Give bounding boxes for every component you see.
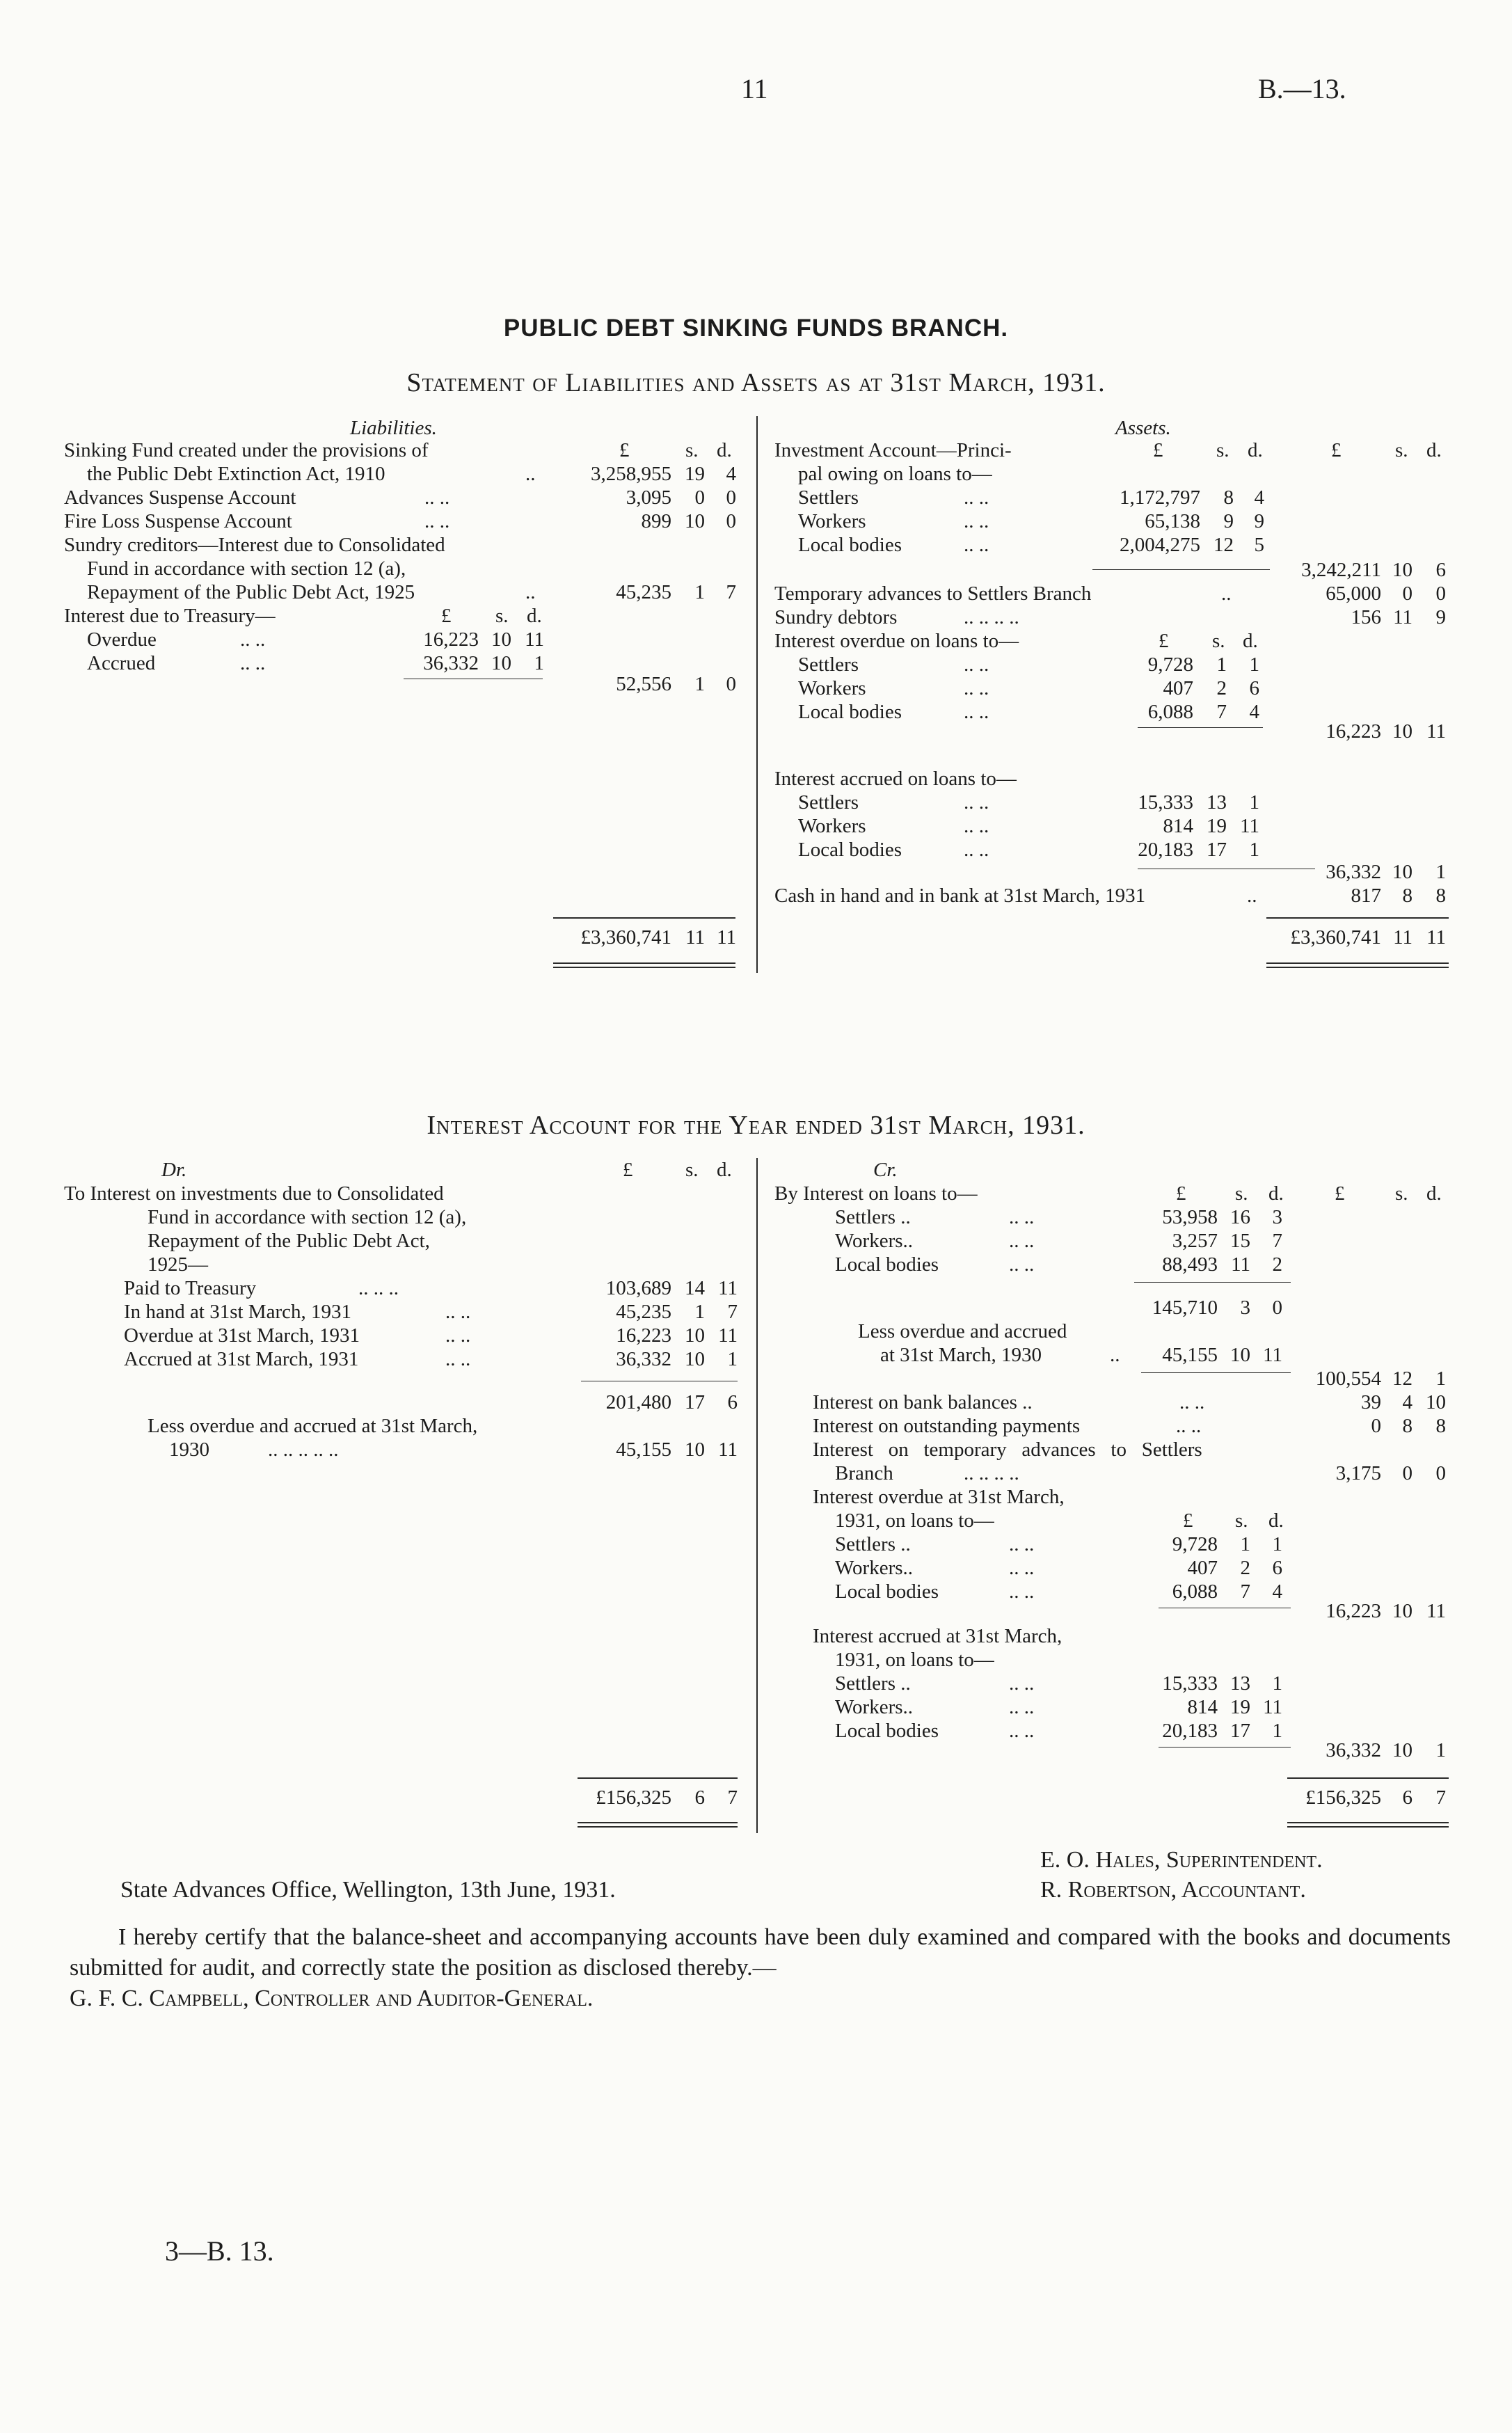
amount-pounds: 0	[1371, 1415, 1381, 1437]
amount-pounds: 3,242,211	[1301, 559, 1381, 581]
amount-pounds: 65,138	[1145, 510, 1200, 532]
amount-pence: 4	[726, 463, 736, 485]
amount-shillings: 12	[1392, 1368, 1412, 1390]
column-divider	[756, 1158, 758, 1833]
leader-dots: .. ..	[445, 1324, 471, 1347]
local-bodies-label: Local bodies	[835, 1720, 939, 1742]
amount-pence: 1	[1249, 653, 1259, 676]
leader-dots: .. ..	[1009, 1696, 1035, 1718]
sub-col-shillings: s.	[1212, 630, 1225, 652]
statement-heading: Statement of Liabilities and Assets as at 31st March, 1931.	[406, 368, 1106, 397]
amount-shillings: 15	[1230, 1230, 1250, 1252]
amount-shillings: 17	[685, 1391, 705, 1413]
amount-shillings: 7	[1216, 701, 1227, 723]
leader-dots: .. ..	[964, 653, 989, 676]
leader-dots: .. ..	[1009, 1533, 1035, 1555]
amount-pence: 9	[1435, 606, 1446, 628]
amount-pence: 8	[1435, 1415, 1446, 1437]
amount-pounds: 817	[1351, 885, 1381, 907]
auditor-signature: G. F. C. Campbell, Controller and Auditor-General.	[70, 1986, 594, 2011]
treasury-label: Interest due to Treasury—	[64, 605, 276, 627]
col2-pound: £	[1331, 439, 1342, 461]
grand-total-shillings: 11	[685, 926, 705, 949]
grand-total-shillings: 11	[1393, 926, 1412, 949]
total-rule	[553, 917, 735, 919]
office-and-date: State Advances Office, Wellington, 13th June, 1931.	[120, 1877, 616, 1903]
leader-dots: .. ..	[964, 815, 989, 837]
leader-dots: .. ..	[240, 652, 266, 674]
leader-dots: .. ..	[964, 701, 989, 723]
amount-pence: 1	[1272, 1672, 1282, 1695]
workers-label: Workers..	[835, 1696, 914, 1718]
total-shillings: 6	[1402, 1786, 1412, 1809]
amount-pence: 6	[1435, 559, 1446, 581]
grand-total-pounds: £3,360,741	[580, 926, 671, 949]
amount-pence: 4	[1254, 486, 1264, 509]
amount-pence: 11	[718, 1439, 738, 1461]
col-pence: d.	[717, 1159, 732, 1181]
amount-pence: 7	[1272, 1230, 1282, 1252]
amount-shillings: 1	[1216, 653, 1227, 676]
amount-pence: 11	[718, 1277, 738, 1299]
amount-pounds: 3,258,955	[591, 463, 671, 485]
amount-shillings: 12	[1213, 534, 1234, 556]
amount-pence: 7	[727, 1301, 738, 1323]
total-rule	[1287, 1777, 1449, 1779]
amount-pounds: 36,332	[1326, 861, 1381, 883]
interest-overdue-label-cont: 1931, on loans to—	[835, 1509, 994, 1532]
amount-shillings: 8	[1402, 1415, 1412, 1437]
amount-pounds: 36,332	[616, 1348, 671, 1370]
amount-pence: 11	[718, 1324, 738, 1347]
amount-pence: 0	[726, 510, 736, 532]
sundry-creditors-label-cont: Fund in accordance with section 12 (a),	[87, 557, 406, 580]
amount-shillings: 10	[1392, 1739, 1412, 1761]
amount-pounds: 6,088	[1147, 701, 1193, 723]
grand-total-pence: 11	[717, 926, 736, 949]
total-rule	[1266, 917, 1449, 919]
cr-label: Cr.	[873, 1159, 898, 1181]
total-pence: 7	[1435, 1786, 1446, 1809]
amount-pounds: 16,223	[1326, 1600, 1381, 1622]
amount-pence: 3	[1272, 1206, 1282, 1228]
signature-superintendent	[1040, 1847, 1323, 1873]
amount-pounds: 88,493	[1162, 1253, 1218, 1276]
leader-dots: .. .. ..	[358, 1277, 399, 1299]
subtotal-rule	[1134, 1282, 1291, 1283]
workers-label: Workers	[798, 815, 866, 837]
less-overdue-label-cont: at 31st March, 1930	[880, 1344, 1042, 1366]
accrued-label: Accrued at 31st March, 1931	[124, 1348, 359, 1370]
amount-shillings: 19	[685, 463, 705, 485]
amount-shillings: 10	[1230, 1344, 1250, 1366]
total-shillings: 6	[694, 1786, 705, 1809]
leader-dots: .. .. .. ..	[964, 1462, 1019, 1484]
amount-shillings: 8	[1223, 486, 1234, 509]
amount-pounds: 36,332	[423, 652, 479, 674]
col-pound: £	[1153, 439, 1163, 461]
amount-pence: 1	[1435, 1368, 1446, 1390]
sub-col-pound: £	[1159, 630, 1169, 652]
amount-pounds: 201,480	[605, 1391, 671, 1413]
amount-pence: 0	[726, 486, 736, 509]
sub-col-shillings: s.	[1235, 1509, 1248, 1532]
leader-dots: .. ..	[964, 510, 989, 532]
leader-dots: ..	[525, 463, 536, 485]
amount-shillings: 1	[1240, 1533, 1250, 1555]
leader-dots: .. ..	[1176, 1415, 1202, 1437]
amount-pence: 5	[1254, 534, 1264, 556]
sub-col-pound: £	[1183, 1509, 1193, 1532]
amount-shillings: 10	[685, 1324, 705, 1347]
amount-pence: 10	[1426, 1391, 1446, 1413]
amount-pence: 11	[1263, 1344, 1282, 1366]
sinking-fund-label-cont: the Public Debt Extinction Act, 1910	[87, 463, 385, 485]
amount-pounds: 65,000	[1326, 583, 1381, 605]
amount-pence: 6	[1272, 1557, 1282, 1579]
amount-pounds: 15,333	[1138, 791, 1193, 814]
total-pounds: £156,325	[596, 1786, 671, 1809]
dr-description-cont: Fund in accordance with section 12 (a),	[148, 1206, 467, 1228]
leader-dots: .. ..	[445, 1301, 471, 1323]
amount-shillings: 4	[1402, 1391, 1412, 1413]
amount-pence: 11	[525, 628, 544, 651]
page-reference: 3—B. 13.	[165, 2235, 274, 2267]
workers-label: Workers..	[835, 1557, 914, 1579]
amount-pounds: 39	[1361, 1391, 1381, 1413]
amount-pence: 4	[1249, 701, 1259, 723]
amount-shillings: 10	[491, 652, 511, 674]
amount-shillings: 10	[685, 510, 705, 532]
col2-pence: d.	[1426, 439, 1442, 461]
amount-pence: 7	[726, 581, 736, 603]
amount-pounds: 45,155	[616, 1439, 671, 1461]
amount-pounds: 407	[1187, 1557, 1218, 1579]
col-pound: £	[619, 439, 630, 461]
workers-label: Workers	[798, 510, 866, 532]
dr-description: To Interest on investments due to Consolidated	[64, 1182, 444, 1205]
amount-pence: 1	[1272, 1720, 1282, 1742]
amount-shillings: 10	[1392, 720, 1412, 743]
amount-shillings: 10	[685, 1348, 705, 1370]
sub-col-pound: £	[441, 605, 452, 627]
amount-pounds: 16,223	[616, 1324, 671, 1347]
amount-shillings: 10	[491, 628, 511, 651]
amount-shillings: 7	[1240, 1580, 1250, 1603]
leader-dots: .. .. .. ..	[964, 606, 1019, 628]
grand-total-pounds: £3,360,741	[1290, 926, 1381, 949]
col-pound: £	[623, 1159, 633, 1181]
less-overdue-label: Less overdue and accrued at 31st March,	[148, 1415, 478, 1437]
amount-pounds: 52,556	[616, 673, 671, 695]
amount-pounds: 2,004,275	[1120, 534, 1200, 556]
leader-dots: .. ..	[1009, 1672, 1035, 1695]
amount-pounds: 6,088	[1172, 1580, 1218, 1603]
amount-pounds: 145,710	[1152, 1297, 1218, 1319]
amount-pence: 11	[1240, 815, 1259, 837]
leader-dots: .. ..	[964, 534, 989, 556]
leader-dots: .. ..	[964, 791, 989, 814]
amount-shillings: 0	[1402, 1462, 1412, 1484]
amount-pounds: 16,223	[423, 628, 479, 651]
temporary-advances-label-cont: Branch	[835, 1462, 893, 1484]
by-interest-label: By Interest on loans to—	[774, 1182, 978, 1205]
amount-pence: 1	[1272, 1533, 1282, 1555]
total-pence: 7	[727, 1786, 738, 1809]
amount-pounds: 45,155	[1162, 1344, 1218, 1366]
overdue-label: Overdue at 31st March, 1931	[124, 1324, 360, 1347]
settlers-label: Settlers	[798, 486, 859, 509]
col-pence: d.	[717, 439, 732, 461]
sub-col-pence: d.	[1243, 630, 1258, 652]
leader-dots: .. ..	[1009, 1206, 1035, 1228]
double-rule	[1287, 1822, 1449, 1828]
page-number: 11	[741, 73, 768, 104]
leader-dots: .. ..	[1009, 1253, 1035, 1276]
sundry-debtors-label: Sundry debtors	[774, 606, 898, 628]
amount-pounds: 156	[1351, 606, 1381, 628]
fire-loss-label: Fire Loss Suspense Account	[64, 510, 292, 532]
audit-certificate: I hereby certify that the balance-sheet and accompanying accounts have been duly examined and compared with the books and documents submitted for audit, and correctly state the position as disclosed thereby.—	[70, 1924, 1451, 1981]
double-rule	[553, 962, 735, 968]
amount-shillings: 13	[1207, 791, 1227, 814]
amount-pounds: 899	[641, 510, 671, 532]
branch-title: PUBLIC DEBT SINKING FUNDS BRANCH.	[503, 315, 1009, 342]
amount-pence: 0	[1272, 1297, 1282, 1319]
amount-shillings: 19	[1230, 1696, 1250, 1718]
sub-col-pence: d.	[1268, 1509, 1284, 1532]
leader-dots: .. ..	[1009, 1580, 1035, 1603]
amount-pence: 8	[1435, 885, 1446, 907]
local-bodies-label: Local bodies	[798, 701, 902, 723]
accrued-label: Accrued	[87, 652, 156, 674]
total-rule	[578, 1777, 738, 1779]
amount-pounds: 3,257	[1172, 1230, 1218, 1252]
column-divider	[756, 416, 758, 973]
amount-shillings: 10	[1392, 1600, 1412, 1622]
interest-accrued-label-cont: 1931, on loans to—	[835, 1649, 994, 1671]
amount-shillings: 10	[1392, 861, 1412, 883]
amount-pence: 1	[1249, 839, 1259, 861]
advances-label: Advances Suspense Account	[64, 486, 296, 509]
grand-total-pence: 11	[1426, 926, 1446, 949]
sub-col-shillings: s.	[495, 605, 509, 627]
sinking-fund-label: Sinking Fund created under the provisions of	[64, 439, 429, 461]
settlers-label: Settlers ..	[835, 1672, 911, 1695]
leader-dots: ..	[1221, 583, 1232, 605]
settlers-label: Settlers ..	[835, 1206, 911, 1228]
col2-shillings: s.	[1395, 439, 1408, 461]
col2-shillings: s.	[1395, 1182, 1408, 1205]
leader-dots: ..	[1247, 885, 1257, 907]
amount-pounds: 1,172,797	[1120, 486, 1200, 509]
amount-pounds: 20,183	[1138, 839, 1193, 861]
double-rule	[1266, 962, 1449, 968]
amount-shillings: 19	[1207, 815, 1227, 837]
amount-pounds: 9,728	[1172, 1533, 1218, 1555]
leader-dots: .. ..	[964, 677, 989, 699]
amount-shillings: 17	[1207, 839, 1227, 861]
sundry-creditors-label-cont: Repayment of the Public Debt Act, 1925	[87, 581, 415, 603]
in-hand-label: In hand at 31st March, 1931	[124, 1301, 351, 1323]
leader-dots: .. ..	[1009, 1720, 1035, 1742]
interest-overdue-label: Interest overdue on loans to—	[774, 630, 1019, 652]
amount-pence: 11	[1426, 1600, 1446, 1622]
amount-shillings: 11	[1231, 1253, 1250, 1276]
amount-shillings: 1	[694, 1301, 705, 1323]
col-pound: £	[1176, 1182, 1186, 1205]
signature-accountant	[1040, 1877, 1306, 1903]
amount-pounds: 3,095	[626, 486, 671, 509]
amount-shillings: 0	[694, 486, 705, 509]
double-rule	[578, 1822, 738, 1828]
local-bodies-label: Local bodies	[835, 1253, 939, 1276]
amount-pence: 11	[1263, 1696, 1282, 1718]
amount-pounds: 9,728	[1147, 653, 1193, 676]
investment-label: Investment Account—Princi-	[774, 439, 1012, 461]
leader-dots: .. ..	[964, 486, 989, 509]
col2-pound: £	[1335, 1182, 1345, 1205]
local-bodies-label: Local bodies	[798, 534, 902, 556]
total-pounds: £156,325	[1305, 1786, 1381, 1809]
local-bodies-label: Local bodies	[798, 839, 902, 861]
amount-pounds: 15,333	[1162, 1672, 1218, 1695]
leader-dots: .. ..	[964, 839, 989, 861]
amount-pence: 1	[1435, 1739, 1446, 1761]
interest-accrued-label: Interest accrued at 31st March,	[813, 1625, 1063, 1647]
amount-pence: 0	[1435, 583, 1446, 605]
col-shillings: s.	[685, 1159, 699, 1181]
amount-shillings: 1	[694, 581, 705, 603]
amount-pence: 6	[1249, 677, 1259, 699]
less-overdue-label: Less overdue and accrued	[858, 1320, 1067, 1342]
amount-pounds: 3,175	[1335, 1462, 1381, 1484]
col-shillings: s.	[685, 439, 699, 461]
amount-pence: 9	[1254, 510, 1264, 532]
amount-shillings: 13	[1230, 1672, 1250, 1695]
col-pence: d.	[1268, 1182, 1284, 1205]
interest-accrued-label: Interest accrued on loans to—	[774, 768, 1017, 790]
amount-shillings: 10	[1392, 559, 1412, 581]
amount-pence: 0	[726, 673, 736, 695]
amount-pounds: 45,235	[616, 1301, 671, 1323]
amount-shillings: 9	[1223, 510, 1234, 532]
workers-label: Workers..	[835, 1230, 914, 1252]
col-pence: d.	[1248, 439, 1263, 461]
investment-label-cont: pal owing on loans to—	[798, 463, 992, 485]
leader-dots: .. ..	[1009, 1557, 1035, 1579]
amount-pence: 4	[1272, 1580, 1282, 1603]
leader-dots: .. .. .. .. ..	[268, 1439, 339, 1461]
leader-dots: .. ..	[1179, 1391, 1205, 1413]
amount-shillings: 2	[1216, 677, 1227, 699]
cash-label: Cash in hand and in bank at 31st March, 1931	[774, 885, 1146, 907]
signatory-name: R. Robertson, Accountant.	[1040, 1877, 1306, 1903]
overdue-label: Overdue	[87, 628, 157, 651]
subtotal-rule	[1092, 569, 1270, 570]
amount-shillings: 16	[1230, 1206, 1250, 1228]
amount-pounds: 814	[1187, 1696, 1218, 1718]
less-overdue-label-cont: 1930	[169, 1439, 209, 1461]
document-reference: B.—13.	[1258, 73, 1346, 104]
leader-dots: .. ..	[424, 486, 450, 509]
interest-overdue-label: Interest overdue at 31st March,	[813, 1486, 1065, 1508]
amount-shillings: 8	[1402, 885, 1412, 907]
amount-pence: 2	[1272, 1253, 1282, 1276]
col2-pence: d.	[1426, 1182, 1442, 1205]
settlers-label: Settlers ..	[835, 1533, 911, 1555]
leader-dots: .. ..	[445, 1348, 471, 1370]
leader-dots: .. ..	[1009, 1230, 1035, 1252]
amount-pounds: 36,332	[1326, 1739, 1381, 1761]
amount-pounds: 53,958	[1162, 1206, 1218, 1228]
assets-label: Assets.	[1115, 417, 1171, 439]
dr-description-cont: Repayment of the Public Debt Act,	[148, 1230, 430, 1252]
amount-pounds: 407	[1163, 677, 1193, 699]
local-bodies-label: Local bodies	[835, 1580, 939, 1603]
interest-account-heading: Interest Account for the Year ended 31st March, 1931.	[427, 1111, 1085, 1140]
amount-pounds: 45,235	[616, 581, 671, 603]
col-shillings: s.	[1235, 1182, 1248, 1205]
subtotal-rule	[1138, 727, 1263, 728]
outstanding-payments-label: Interest on outstanding payments	[813, 1415, 1081, 1437]
amount-shillings: 3	[1240, 1297, 1250, 1319]
settlers-label: Settlers	[798, 653, 859, 676]
amount-shillings: 2	[1240, 1557, 1250, 1579]
sundry-creditors-label: Sundry creditors—Interest due to Consolidated	[64, 534, 445, 556]
col-shillings: s.	[1216, 439, 1230, 461]
bank-balances-label: Interest on bank balances ..	[813, 1391, 1033, 1413]
amount-shillings: 0	[1402, 583, 1412, 605]
sub-col-pence: d.	[527, 605, 542, 627]
liabilities-label: Liabilities.	[350, 417, 437, 439]
workers-label: Workers	[798, 677, 866, 699]
amount-pounds: 20,183	[1162, 1720, 1218, 1742]
amount-pounds: 814	[1163, 815, 1193, 837]
temporary-advances-label: Temporary advances to Settlers Branch	[774, 583, 1092, 605]
amount-shillings: 1	[694, 673, 705, 695]
amount-pence: 1	[534, 652, 544, 674]
dr-label: Dr.	[161, 1159, 187, 1181]
leader-dots: .. ..	[240, 628, 266, 651]
leader-dots: ..	[525, 581, 536, 603]
amount-pounds: 103,689	[605, 1277, 671, 1299]
amount-pounds: 16,223	[1326, 720, 1381, 743]
amount-pounds: 100,554	[1315, 1368, 1381, 1390]
settlers-label: Settlers	[798, 791, 859, 814]
amount-pence: 1	[727, 1348, 738, 1370]
amount-pence: 0	[1435, 1462, 1446, 1484]
temporary-advances-label: Interest on temporary advances to Settlers	[813, 1439, 1202, 1461]
amount-pence: 1	[1249, 791, 1259, 814]
amount-shillings: 10	[685, 1439, 705, 1461]
amount-pence: 1	[1435, 861, 1446, 883]
amount-shillings: 11	[1393, 606, 1412, 628]
amount-shillings: 14	[685, 1277, 705, 1299]
leader-dots: ..	[1110, 1344, 1120, 1366]
leader-dots: .. ..	[424, 510, 450, 532]
amount-pence: 11	[1426, 720, 1446, 743]
amount-pence: 6	[727, 1391, 738, 1413]
paid-treasury-label: Paid to Treasury	[124, 1277, 257, 1299]
dr-description-cont: 1925—	[148, 1253, 208, 1276]
amount-shillings: 17	[1230, 1720, 1250, 1742]
signatory-name: E. O. Hales, Superintendent.	[1040, 1847, 1323, 1873]
